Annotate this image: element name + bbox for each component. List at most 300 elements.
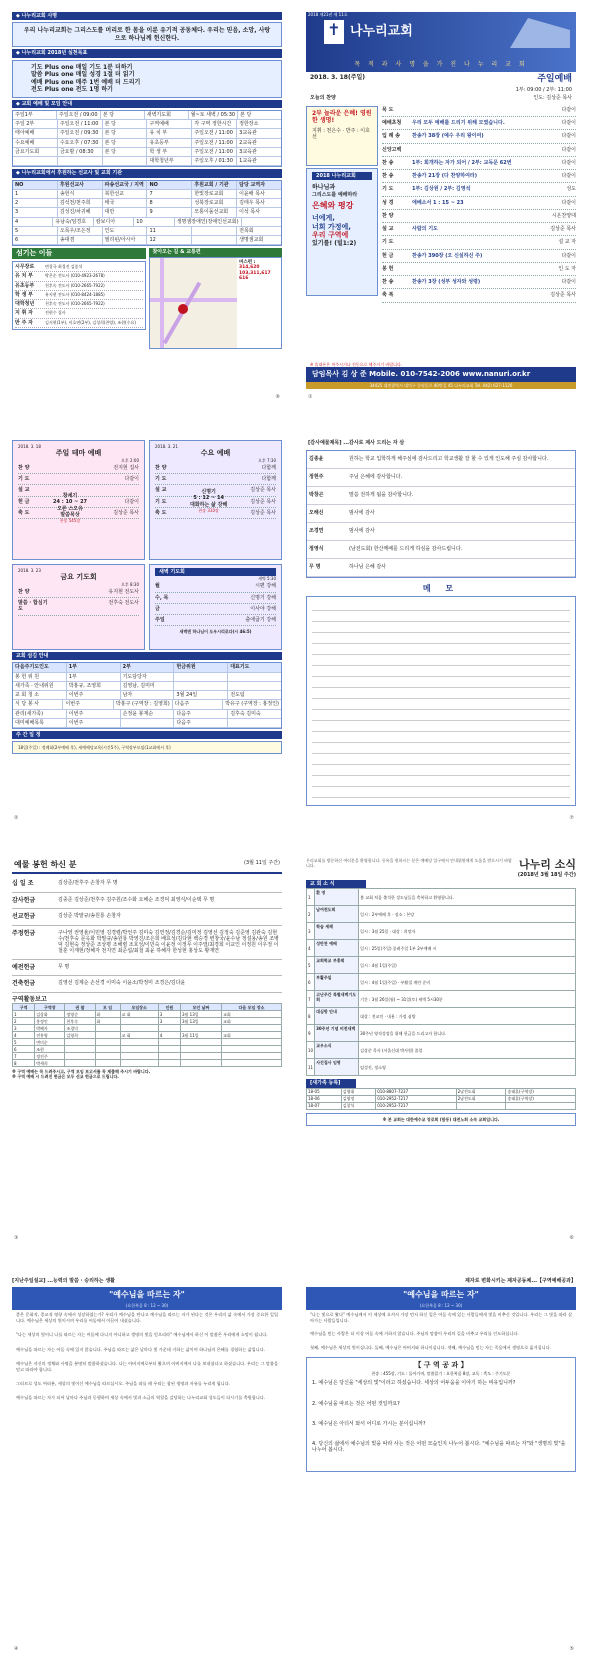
table-cell: 교회: [222, 1032, 282, 1039]
table-cell: 5: [13, 1039, 35, 1046]
offerings-table: [12, 876, 282, 993]
order-item: 입 례 송: [382, 133, 400, 140]
table-cell: 18-07: [307, 1102, 342, 1109]
news-label: 30주년 기념 비전새벽: [315, 1025, 359, 1042]
table-cell: 조현: [35, 1046, 65, 1053]
order-person: 다같이: [561, 252, 576, 259]
table-cell: [180, 1046, 221, 1053]
order-item: 찬 송: [382, 173, 394, 179]
table-cell: 전목회: [239, 227, 254, 234]
table-header-cell: 구역장: [35, 1004, 65, 1011]
table-cell: [180, 1025, 221, 1032]
news-title: 나누리 소식: [519, 858, 576, 871]
table-cell: 3교육관: [239, 130, 257, 137]
offering-names: 구나영 권영율/이민영 김경렬/박언주 김미숙 김연정/김경순/김미정 김영선 김정숙 김준영 김관숙 김현수/천후숙 문옥화 박말규/송원룡 박영진/조은희 배효성/김다현 백승경 변창국/윤수남 정설용/송원 조병덕 김현숙 정상준 조상평 조해렬 조호성/이민숙 이윤정 이정무 이주열/최경희 이교인 이정원 이우정 이철훈 이재현/정혜자 천지연 최준섭/최철 최윤 하혜자 한성현 홍상도 황재연: [58, 929, 279, 955]
table-cell: 4: [158, 1032, 180, 1039]
thanksgiving-text: 말씀 전하게 됨을 감사합니다.: [349, 492, 414, 499]
staff-role: 반 주 자: [15, 319, 33, 326]
table-cell: [95, 1032, 120, 1039]
service-row: [155, 463, 276, 474]
issue-number: 2018 제21권 제 11호: [308, 12, 348, 17]
table-cell: 김성진/차귀혜: [58, 208, 103, 216]
memo-line: [312, 787, 570, 798]
worship-order-row: [382, 170, 576, 183]
staff-names: 김서현(1부), 이호연(2부), 김성희(찬양), 조현(수요): [45, 319, 136, 325]
vision-text: 우리 나누리교회는 그리스도를 머리로 한 몸을 이룬 유기적 공동체다. 우리는 믿음, 소망, 사랑으로 하나님께 헌신한다.: [12, 22, 282, 47]
service-row: [18, 474, 139, 485]
news-date: (2018년 3월 18일 주간): [517, 871, 576, 878]
offering-row: [12, 960, 282, 977]
memo-line: [312, 776, 570, 787]
worship-order-row: [382, 183, 576, 196]
service-row: [155, 581, 276, 592]
sermon-header: [지난주일설교] ...능력의 말씀 · 승리하는 생활: [12, 1278, 115, 1284]
order-detail: [412, 292, 536, 298]
table-cell: [120, 1025, 158, 1032]
table-cell: 관리(새가족): [13, 710, 67, 718]
offering-row: [12, 909, 282, 926]
news-row: [307, 940, 576, 957]
table-cell: 1부: [67, 663, 121, 671]
table-cell: 2: [13, 1018, 35, 1025]
offering-type: 감사헌금: [12, 896, 36, 904]
worship-order-row: [382, 263, 576, 276]
table-cell: 9: [147, 208, 192, 216]
wednesday-service: 2018. 3. 21 수요 예배 오후 7:30 찬 양 다함께 기 도 다함께 설 교 김상준 목사 기 도 김상준 목사 축 도 김상준 목사 신명기 5 : 12 ~ 14 대화하는 삶 강해 찬송 310장: [149, 440, 282, 560]
memo-line: [312, 710, 570, 721]
table-cell: 봉 헌 위 원: [13, 673, 67, 681]
table-cell: NO: [147, 181, 192, 189]
news-table: [306, 888, 576, 1076]
table-cell: 김영정: [341, 1095, 376, 1102]
table-cell: [158, 1060, 180, 1067]
study-header: 제자로 변화시키는 제자공동체...【구역예배공과】: [465, 1278, 576, 1284]
table-cell: [192, 227, 237, 235]
table-row: [13, 129, 281, 138]
offering-row: [12, 926, 282, 960]
memo-line: [312, 611, 570, 622]
service-part: 축 도: [155, 509, 167, 516]
table-cell: [95, 1046, 120, 1053]
service-person: 김상준 목사: [250, 498, 276, 505]
worship-order-row: [382, 104, 576, 117]
mission-table: [12, 180, 282, 247]
table-row: [13, 227, 281, 236]
page-number: ⑥: [569, 1234, 574, 1241]
goals-list: [12, 60, 282, 98]
table-cell: 7: [147, 190, 192, 198]
table-row: [13, 700, 281, 709]
table-cell: 기도담당자: [121, 673, 175, 681]
order-item: 기 도: [382, 239, 394, 246]
service-part: 찬 양: [18, 464, 30, 471]
pastor-contact: 담임목사 김 상 준 Mobile. 010-7542-2006 www.nanuri.or.kr: [306, 367, 576, 382]
news-label: 고난주간 특별새벽기도회: [315, 991, 359, 1008]
table-cell: 본 당: [101, 111, 145, 119]
order-detail: 찬송가 38장 (예수 우리 왕이여): [412, 133, 484, 140]
table-cell: 후원교회 / 기관: [192, 181, 237, 189]
news-detail: 기간 : 3월 26일(월) ~ 31일(토) 새벽 5시30분: [359, 991, 576, 1008]
table-cell: [95, 1039, 120, 1046]
table-cell: 5: [13, 227, 58, 235]
table-row: [13, 673, 281, 682]
table-cell: [95, 1025, 120, 1032]
weekly-schedule-text: 18일(주일) : 정례회(2부예배 후), 새예배당교육(시간5주), 구역장부모임(1교회에서 후): [12, 741, 282, 754]
table-cell: [180, 1039, 221, 1046]
offering-names: 김상준 박말규/송원룡 손창자: [58, 913, 121, 919]
table-row: [13, 1046, 282, 1053]
table-cell: 김창석: [341, 1102, 376, 1109]
table-cell: 대만: [103, 208, 148, 216]
service-person: 이사야 강해: [250, 605, 276, 612]
table-row: [13, 148, 281, 157]
page-number: ⑤: [569, 1645, 574, 1652]
table-cell: 11: [147, 227, 192, 235]
news-number: 11: [307, 1059, 315, 1076]
table-cell: 다음주기도인도: [13, 663, 67, 671]
worship-order-row: [382, 130, 576, 143]
news-detail: 일시 : 25일(주일) 종려주일 1부 2부예배 시: [359, 940, 576, 957]
order-person: 다같이: [561, 146, 576, 153]
table-cell: 정영순: [65, 1011, 95, 1018]
offering-type: 십 일 조: [12, 880, 34, 887]
table-cell: 김영남, 김미미: [121, 682, 175, 690]
service-person: 출애굽기 강해: [245, 617, 276, 623]
study-question: 4. 당신의 삶에서 예수님의 빛을 따라 사는 것은 어떤 모습인지 나누어 봅시다. "예수님을 따르는 자"와 "생명의 빛"을 나누어 봅시다.: [312, 1441, 566, 1454]
service-person: 다같이: [124, 498, 139, 505]
cross-icon: ✝: [324, 20, 344, 44]
staff-names: 유지현 전도사 (010-8424-1885): [45, 291, 105, 297]
thanksgiving-list: [306, 450, 576, 578]
table-cell: [158, 1053, 180, 1060]
worship-order: [382, 104, 576, 303]
theme-slogan: 2018 나누리교회: [312, 172, 372, 180]
study-body: [306, 1310, 576, 1352]
table-row: [13, 1018, 282, 1025]
table-cell: [13, 157, 58, 165]
offering-names: 무 명: [58, 963, 70, 970]
table-row: [13, 691, 281, 700]
order-detail: [412, 266, 536, 272]
memo-line: [312, 765, 570, 776]
table-cell: 다음주: [174, 710, 228, 718]
offerings-title: 예물 봉헌 하신 분: [14, 860, 77, 869]
table-cell: [95, 1053, 120, 1060]
news-row: [307, 1008, 576, 1025]
denomination-note: ※ 본 교회는 대한예수교 장로회 (합동) 대전노회 소속 교회입니다.: [306, 1113, 576, 1126]
memo-area: [306, 596, 576, 806]
memo-line: [312, 655, 570, 666]
table-header-cell: 모임장소: [120, 1004, 158, 1011]
table-cell: [222, 1053, 282, 1060]
cell-report-title: 구역활동보고: [12, 995, 47, 1003]
church-location-icon: [178, 304, 188, 314]
mission-title: ◆ 나누리교회에서 후원하는 선교사 및 교회 기관: [12, 169, 282, 177]
goal-item: 예배 Plus one 매주 1번 예배 더 드리기: [31, 78, 141, 86]
news-row: [307, 957, 576, 974]
table-cell: 12: [147, 236, 192, 244]
worship-order-row: [382, 117, 576, 130]
sermon-paragraph: 좋은 문화적, 종교적 영향 속에서 성장하였는가? 우리가 예수님을 만나고 예수님을 따르는 자가 된다는 것은 우리의 삶 속에서 가장 중요한 일입니다. 예수님은 세상의 빛이시며 우리를 어둠에서 이끌어 내셨습니다.: [16, 1312, 278, 1324]
staff-role: 유 치 부: [15, 273, 33, 280]
table-cell: 김상화: [35, 1011, 65, 1018]
cell-note: ※ 구역 예배는 꼭 드려주시고, 구역 모임 보고서를 꼭 제출해 주시기 바랍니다.: [12, 1069, 151, 1074]
news-detail: 임성진, 정소영: [359, 1059, 576, 1076]
cell-note: ※ 구역 예배 시 드려진 헌금은 모두 선교 헌금으로 드립니다.: [12, 1074, 119, 1079]
service-part: 헌 금: [18, 498, 30, 505]
study-paragraph: "나는 빛으로 왔다" 예수님께서 이 세상에 오셔서 가장 먼저 하신 일은 어둠 속에 있는 사람들에게 빛을 비추신 것입니다. 우리는 그 빛을 따라 살아가는 사람들입니다.: [310, 1312, 572, 1324]
table-row: [13, 1025, 282, 1032]
table-cell: 본 당: [240, 111, 252, 118]
thanksgiving-title: [감사예물제목] ...감사로 제사 드리는 자 삼: [308, 440, 405, 446]
service-part: 말씀 · 합심기도: [18, 600, 48, 613]
table-cell: [222, 1039, 282, 1046]
table-cell: 010-2952-7217: [376, 1095, 456, 1102]
page-number: ①: [308, 393, 313, 400]
table-cell: [228, 719, 281, 727]
table-row: [13, 157, 281, 166]
sunday-title: 주일 테마 예배: [55, 449, 102, 457]
worship-order-row: [382, 144, 576, 157]
table-cell: 인도: [103, 227, 148, 235]
table-cell: 송태훈(구역장): [506, 1088, 576, 1095]
service-person: 김상준 목사: [113, 509, 139, 516]
study-question: 1. 예수님은 당신을 "세상의 빛"이라고 하셨습니다. 세상의 어두움을 이야기 하는 비유입니까?: [312, 1380, 516, 1387]
offering-type: 건축헌금: [12, 980, 36, 987]
table-cell: [228, 673, 281, 681]
donor-name: 정영식: [309, 546, 324, 553]
service-part: 주일: [155, 617, 165, 623]
staff-row: [15, 309, 143, 318]
staff-role: 시무장로: [15, 264, 35, 270]
table-cell: 이윤배 목사: [239, 190, 265, 197]
order-item: 찬 송: [382, 159, 394, 166]
service-duty-table: [12, 662, 282, 729]
study-paragraph: 첫째, 예수님은 세상의 빛이십니다. 둘째, 예수님은 아버지와 하나이십니다. 셋째, 예수님을 믿는 자는 죽음에서 생명으로 옮겨집니다.: [310, 1344, 552, 1350]
order-detail: 1부: 회개하는 자가 되어 / 2부: 교독문 62번: [412, 159, 512, 166]
table-cell: 이번주: [67, 710, 121, 718]
table-cell: 2남전도회: [456, 1095, 506, 1102]
table-row: [13, 218, 281, 227]
table-cell: 태국: [103, 199, 148, 207]
order-detail: 찬송가 3장 (성부 성자와 성령): [412, 279, 481, 285]
panel-last-sermon: [12, 1278, 282, 1654]
news-number: 1: [307, 889, 315, 906]
table-cell: [174, 682, 228, 690]
study-meta: 찬송 : 455장, 기도 : 돌아가며, 말씀읽기 : 요한복음 8장, 교독 : 축도 : 주기도문: [371, 1371, 511, 1377]
table-cell: [158, 1025, 180, 1032]
dawn-prayer: 새벽 기도회 새벽 5:30 월 시편 강해 수, 목 신명기 강해 금 이사야 강해 주일 출애굽기 강해 새벽엔 하나님이 도우시리로다(시 46:5): [149, 564, 282, 650]
table-cell: 대학청년부: [147, 157, 192, 165]
news-number: 6: [307, 974, 315, 991]
order-detail: 에베소서 1 : 15 ~ 23: [412, 199, 464, 206]
thanksgiving-row: [307, 559, 575, 577]
table-cell: [180, 1053, 221, 1060]
news-row: [307, 1059, 576, 1076]
news-row: [307, 1025, 576, 1042]
thanksgiving-text: 범사에 감사: [349, 528, 375, 535]
dawn-title: 새벽 기도회: [155, 568, 276, 576]
table-header-cell: 다음 모임 장소: [222, 1004, 282, 1011]
staff-section: [12, 248, 146, 348]
news-row: [307, 906, 576, 923]
table-cell: 2남전도회: [456, 1088, 506, 1095]
staff-names: 천후숙 전도사 (010-2665-7922): [45, 282, 105, 288]
table-cell: 한빛장로교회: [192, 190, 237, 198]
map-section: [149, 248, 283, 348]
table-cell: 손정윤 봉재순: [121, 710, 175, 718]
table-cell: 생명샘교회: [239, 237, 264, 243]
news-number: 2: [307, 906, 315, 923]
table-cell: 수요오후 / 07:30: [58, 139, 103, 147]
table-cell: 본 당: [103, 139, 148, 147]
news-row: [307, 1042, 576, 1059]
table-cell: 파송선교국 / 지역: [103, 181, 148, 189]
offering-row: [12, 893, 282, 910]
table-cell: [120, 1053, 158, 1060]
table-cell: 7: [13, 1053, 35, 1060]
table-cell: 화: [95, 1018, 120, 1025]
table-cell: 4: [13, 1032, 35, 1039]
memo-title: 메 모: [422, 584, 460, 594]
staff-names: 박은순 전도사 (010-4923-2678): [45, 273, 105, 279]
donor-name: 무 명: [309, 564, 321, 571]
worship-order-row: [382, 276, 576, 289]
thanksgiving-row: [307, 451, 575, 469]
study-paragraph: 예수님을 믿는 사람은 더 이상 어둠 속에 거하지 않습니다. 주님의 말씀이 우리의 길을 비추고 우리를 인도하십니다.: [310, 1331, 519, 1337]
table-cell: 1: [13, 190, 58, 198]
order-item: 묵 도: [382, 106, 394, 113]
news-row: [307, 974, 576, 991]
table-cell: 1교육관: [239, 158, 257, 164]
staff-title: 섬기는 이들: [12, 248, 146, 259]
order-item: 설 교: [382, 226, 394, 232]
table-cell: 대미예배목록: [13, 719, 67, 727]
choir-title: 2부 놀라운 은혜! 영원한 생명!: [312, 109, 372, 125]
table-row: [13, 1011, 282, 1018]
table-cell: 새벽기도회: [145, 111, 189, 119]
table-cell: 이번주: [63, 700, 113, 708]
table-cell: 박홍규, 조영희: [67, 682, 121, 690]
panel-cell-study: [306, 1278, 576, 1654]
order-person: 다같이: [561, 106, 576, 113]
table-cell: 각 구역 정한시간: [192, 120, 237, 128]
page-number: ③: [14, 1234, 19, 1241]
new-family-row: [307, 1095, 576, 1102]
thanksgiving-row: [307, 505, 575, 523]
offering-row: [12, 976, 282, 993]
service-row: [155, 474, 276, 485]
table-header-cell: 모 임: [95, 1004, 120, 1011]
order-detail: [412, 107, 536, 113]
church-name: 나누리교회: [350, 24, 413, 39]
table-row: [13, 208, 281, 217]
today-praise-label: 오늘의 찬양: [310, 94, 336, 101]
service-person: 전지현 집사: [113, 464, 139, 471]
table-cell: 대표기도: [230, 664, 250, 671]
news-detail: 일시 : 2부예배 후 · 장소 : 본당: [359, 906, 576, 923]
news-row: [307, 923, 576, 940]
service-part: 금: [155, 605, 160, 612]
table-cell: 본 당: [103, 148, 148, 156]
table-cell: 이번주: [67, 719, 121, 727]
order-detail: 우리 모두 예배를 드리기 위해 모였습니다.: [412, 120, 505, 126]
table-row: [13, 1053, 282, 1060]
new-family-row: [307, 1088, 576, 1095]
table-header-cell: 인원: [158, 1004, 180, 1011]
order-person: 인 도 자: [558, 265, 576, 272]
worship-order-row: [382, 236, 576, 249]
thanksgiving-row: [307, 487, 575, 505]
table-cell: [58, 157, 103, 165]
staff-row: [15, 300, 143, 309]
staff-names: 천후숙 전도사 (010-2665-7922): [45, 301, 105, 306]
table-cell: 010-8807-7237: [376, 1088, 456, 1095]
thanksgiving-text: (남전도회) 한산께배를 드리게 하심을 감사드립니다.: [349, 546, 463, 553]
table-cell: 송헌식: [58, 190, 103, 198]
table-cell: 유초등부: [147, 139, 192, 147]
table-row: [13, 236, 281, 245]
news-detail: 30주년 영적성장을 위해 헌금을 드리고자 합니다.: [359, 1025, 576, 1042]
table-cell: 금요밤 / 08:30: [58, 148, 103, 156]
table-cell: [120, 1060, 158, 1067]
table-row: [13, 710, 281, 719]
offering-names: 김상준/천후주 손창자 무 명: [58, 880, 118, 886]
new-family-table: [306, 1088, 576, 1110]
order-person: 다같이: [561, 199, 576, 206]
memo-line: [312, 699, 570, 710]
page-number: ②: [14, 814, 19, 821]
news-label: 성만찬 예배: [315, 940, 359, 957]
table-cell: 송태훈(구역장): [506, 1095, 576, 1102]
table-cell: 주일오전 / 11:00: [58, 120, 103, 128]
table-cell: 주일 2부: [13, 120, 58, 128]
news-detail: 봄 교회 처음 출석한 성도님들을 축복하고 환영합니다.: [359, 889, 576, 906]
study-box: [306, 1357, 576, 1472]
table-cell: 김영희: [65, 1032, 95, 1039]
staff-row: [15, 272, 143, 281]
memo-line: [312, 633, 570, 644]
table-cell: [506, 1102, 576, 1109]
table-row: [13, 719, 281, 728]
staff-names: 변창국 최경진 김종석: [45, 264, 83, 269]
table-cell: [65, 1039, 95, 1046]
order-item: 찬 양: [382, 212, 394, 219]
sermon-paragraph: 그러므로 성도 여러분, 세상의 빛이신 예수님을 따르십시오. 주님을 따를 때 우리는 참된 생명과 자유를 누리게 됩니다.: [16, 1380, 231, 1386]
table-cell: 010-2952-7217: [376, 1102, 456, 1109]
table-cell: 교 회 청 소: [13, 691, 67, 699]
vision-title: ◆ 나누리교회 사명: [12, 12, 282, 20]
table-cell: 정한장소: [239, 121, 259, 127]
table-cell: [456, 1102, 506, 1109]
table-row: [13, 190, 281, 199]
table-cell: 다음주: [173, 700, 223, 708]
staff-row: [15, 291, 143, 300]
page-number: ④: [14, 1645, 19, 1652]
offering-type: 예전헌금: [12, 963, 36, 971]
order-detail: 찬송가 21장 (다 찬양하여라): [412, 173, 478, 179]
order-detail: [412, 147, 536, 153]
sermon-paragraph: 예수님을 따르는 자가 되어 날마다 주님과 동행하며 세상 속에서 빛과 소금의 역할을 감당하는 나누리교회 성도들이 되시기를 축원합니다.: [16, 1394, 266, 1400]
church-address: 34425 대전광역시 대덕구 중리동로 40번길 45 나누리교회 Tel. 042) 627-1126: [306, 382, 576, 389]
table-cell: 주일오전 / 09:00: [57, 111, 101, 119]
memo-line: [312, 732, 570, 743]
memo-line: [312, 721, 570, 732]
order-item: 헌 금: [382, 252, 394, 259]
service-person: 다함께: [261, 464, 276, 471]
table-cell: 3월 24일: [174, 691, 228, 699]
table-cell: 주일오전 / 09:30: [58, 129, 103, 137]
